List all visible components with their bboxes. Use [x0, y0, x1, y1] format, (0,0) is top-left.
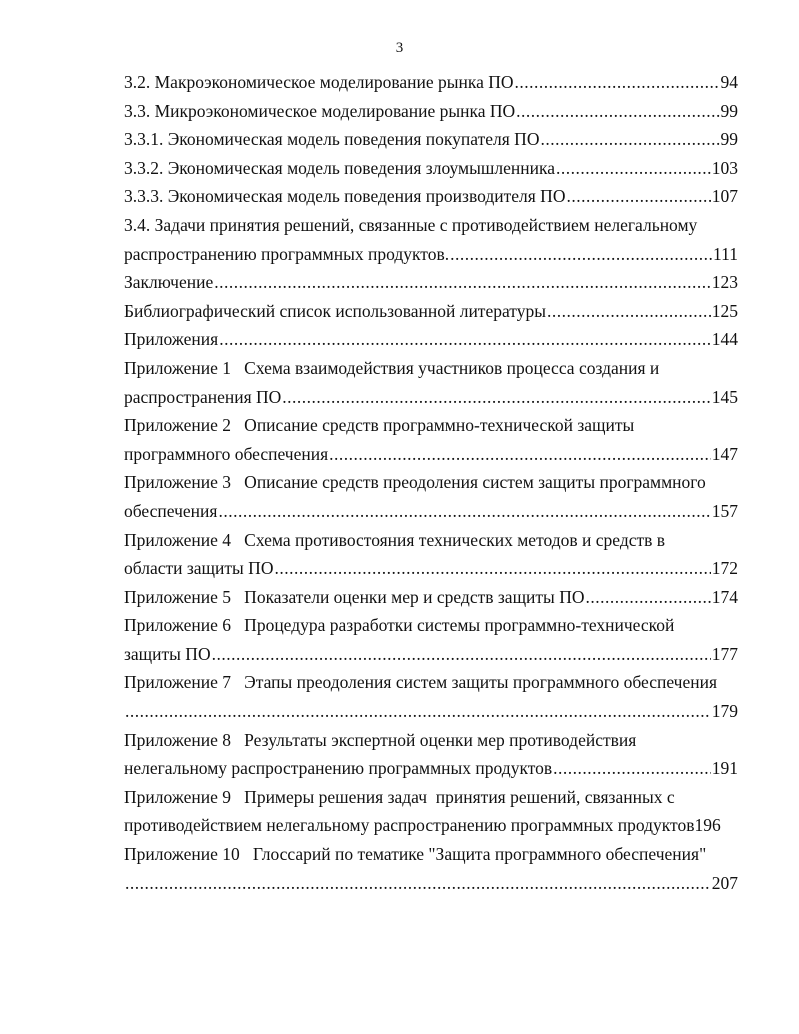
- toc-entry-appendix-6-line1: [124, 611, 738, 640]
- dot-leader: [553, 754, 711, 783]
- toc-entry-appendix-1-line1: [124, 354, 738, 383]
- toc-entry-title-line1: Приложение 1 Схема взаимодействия участников процесса создания и: [124, 357, 660, 378]
- toc-entry-page: 172: [711, 558, 738, 579]
- toc-entry-title: 3.3.2. Экономическая модель поведения злоумышленника: [124, 157, 555, 178]
- toc-entry-bibliography: [124, 297, 738, 326]
- toc-entry-appendix-9: [124, 811, 738, 840]
- toc-entry-title-line1: Приложение 7 Этапы преодоления систем защиты программного обеспечения: [124, 672, 718, 693]
- toc-entry-title: области защиты ПО: [124, 558, 274, 579]
- toc-entry-appendix-7-line1: [124, 668, 738, 697]
- toc-entry-page: 145: [711, 386, 738, 407]
- toc-entry-page: 147: [711, 443, 738, 464]
- toc-entry-title: распространению программных продуктов.: [124, 243, 450, 264]
- toc-entry-page: 99: [720, 100, 738, 121]
- toc-entry-title: нелегальному распространению программных продуктов: [124, 758, 553, 779]
- dot-leader: [125, 869, 711, 898]
- toc-entry-page: 144: [711, 329, 738, 350]
- toc-entry-title-line1: Приложение 3 Описание средств преодоления систем защиты программного: [124, 472, 706, 493]
- toc-entry-page: 123: [711, 272, 738, 293]
- toc-entry-appendix-10-line1: [124, 840, 738, 869]
- toc-entry-conclusion: [124, 268, 738, 297]
- table-of-contents: [124, 68, 738, 897]
- dot-leader: [214, 268, 711, 297]
- toc-entry-appendix-2-line1: [124, 411, 738, 440]
- toc-entry-title-line1: Приложение 9 Примеры решения задач принятия решений, связанных с: [124, 786, 675, 807]
- toc-entry-page: 191: [711, 758, 738, 779]
- dot-leader: [556, 154, 711, 183]
- toc-entry-page: 94: [720, 72, 738, 92]
- toc-entry-appendix-7: [124, 697, 738, 726]
- toc-entry-title: Библиографический список использованной литературы: [124, 300, 546, 321]
- dot-leader: [585, 583, 710, 612]
- toc-entry-page: 179: [711, 701, 738, 722]
- dot-leader: [329, 440, 711, 469]
- dot-leader: [540, 125, 719, 154]
- toc-entry-appendix-4-line1: [124, 526, 738, 555]
- toc-entry-appendix-3-line1: [124, 468, 738, 497]
- toc-entry-3-2: [124, 68, 738, 97]
- dot-leader: [274, 554, 710, 583]
- toc-entry-title: защиты ПО: [124, 643, 211, 664]
- toc-entry-page: 99: [720, 129, 738, 150]
- page-number: 3: [395, 40, 404, 56]
- toc-entry-3-3-2: [124, 154, 738, 183]
- toc-entry-page: 103: [711, 157, 738, 178]
- toc-entry-appendix-4: [124, 554, 738, 583]
- toc-entry-page: 125: [711, 300, 738, 321]
- toc-entry-title: противодействием нелегальному распространению программных продуктов: [124, 815, 695, 836]
- toc-entry-title: Заключение: [124, 272, 214, 293]
- toc-entry-appendix-2: [124, 440, 738, 469]
- dot-leader: [219, 325, 711, 354]
- toc-entry-appendix-1: [124, 383, 738, 412]
- toc-entry-page: 157: [711, 500, 738, 521]
- dot-leader: [450, 240, 712, 269]
- dot-leader: [212, 640, 711, 669]
- dot-leader: [282, 383, 710, 412]
- toc-entry-page: 107: [711, 186, 738, 207]
- toc-entry-3-4: [124, 240, 738, 269]
- toc-entry-appendix-8: [124, 754, 738, 783]
- toc-entry-title: 3.3.3. Экономическая модель поведения производителя ПО: [124, 186, 566, 207]
- toc-entry-appendix-8-line1: [124, 726, 738, 755]
- toc-entry-appendix-10: [124, 869, 738, 898]
- toc-entry-3-4-line1: [124, 211, 738, 240]
- toc-entry-title: Приложение 5 Показатели оценки мер и средств защиты ПО: [124, 586, 585, 607]
- toc-entry-title-line1: Приложение 6 Процедура разработки системы программно-технической: [124, 615, 675, 636]
- toc-entry-title: 3.2. Макроэкономическое моделирование рынка ПО: [124, 72, 514, 92]
- toc-entry-title-line1: Приложение 4 Схема противостояния технических методов и средств в: [124, 529, 666, 550]
- dot-leader: [125, 697, 711, 726]
- toc-entry-appendix-5: [124, 583, 738, 612]
- toc-entry-title-line1: Приложение 10 Глоссарий по тематике "Защита программного обеспечения": [124, 844, 707, 865]
- toc-entry-appendix-6: [124, 640, 738, 669]
- toc-entry-title: распространения ПО: [124, 386, 282, 407]
- toc-entry-page: 177: [711, 643, 738, 664]
- toc-entry-title: 3.3.1. Экономическая модель поведения покупателя ПО: [124, 129, 540, 150]
- toc-entry-3-3: [124, 97, 738, 126]
- dot-leader: [516, 97, 719, 126]
- toc-entry-title-line1: Приложение 2 Описание средств программно-технической защиты: [124, 415, 635, 436]
- toc-entry-title: Приложения: [124, 329, 219, 350]
- toc-entry-page: 196: [694, 815, 721, 836]
- toc-entry-title: обеспечения: [124, 500, 218, 521]
- toc-entry-3-3-1: [124, 125, 738, 154]
- toc-entry-appendix-9-line1: [124, 783, 738, 812]
- toc-entry-page: 111: [713, 243, 738, 264]
- dot-leader: [566, 182, 710, 211]
- toc-entry-appendices: [124, 325, 738, 354]
- toc-entry-title: 3.3. Микроэкономическое моделирование рынка ПО: [124, 100, 516, 121]
- toc-entry-appendix-3: [124, 497, 738, 526]
- toc-entry-page: 207: [711, 872, 738, 893]
- dot-leader: [547, 297, 711, 326]
- dot-leader: [515, 68, 720, 97]
- toc-entry-title-line1: 3.4. Задачи принятия решений, связанные с противодействием нелегальному: [124, 214, 698, 235]
- toc-entry-title-line1: Приложение 8 Результаты экспертной оценки мер противодействия: [124, 729, 637, 750]
- toc-entry-page: 174: [711, 586, 738, 607]
- dot-leader: [218, 497, 710, 526]
- toc-entry-title: программного обеспечения: [124, 443, 329, 464]
- toc-entry-3-3-3: [124, 182, 738, 211]
